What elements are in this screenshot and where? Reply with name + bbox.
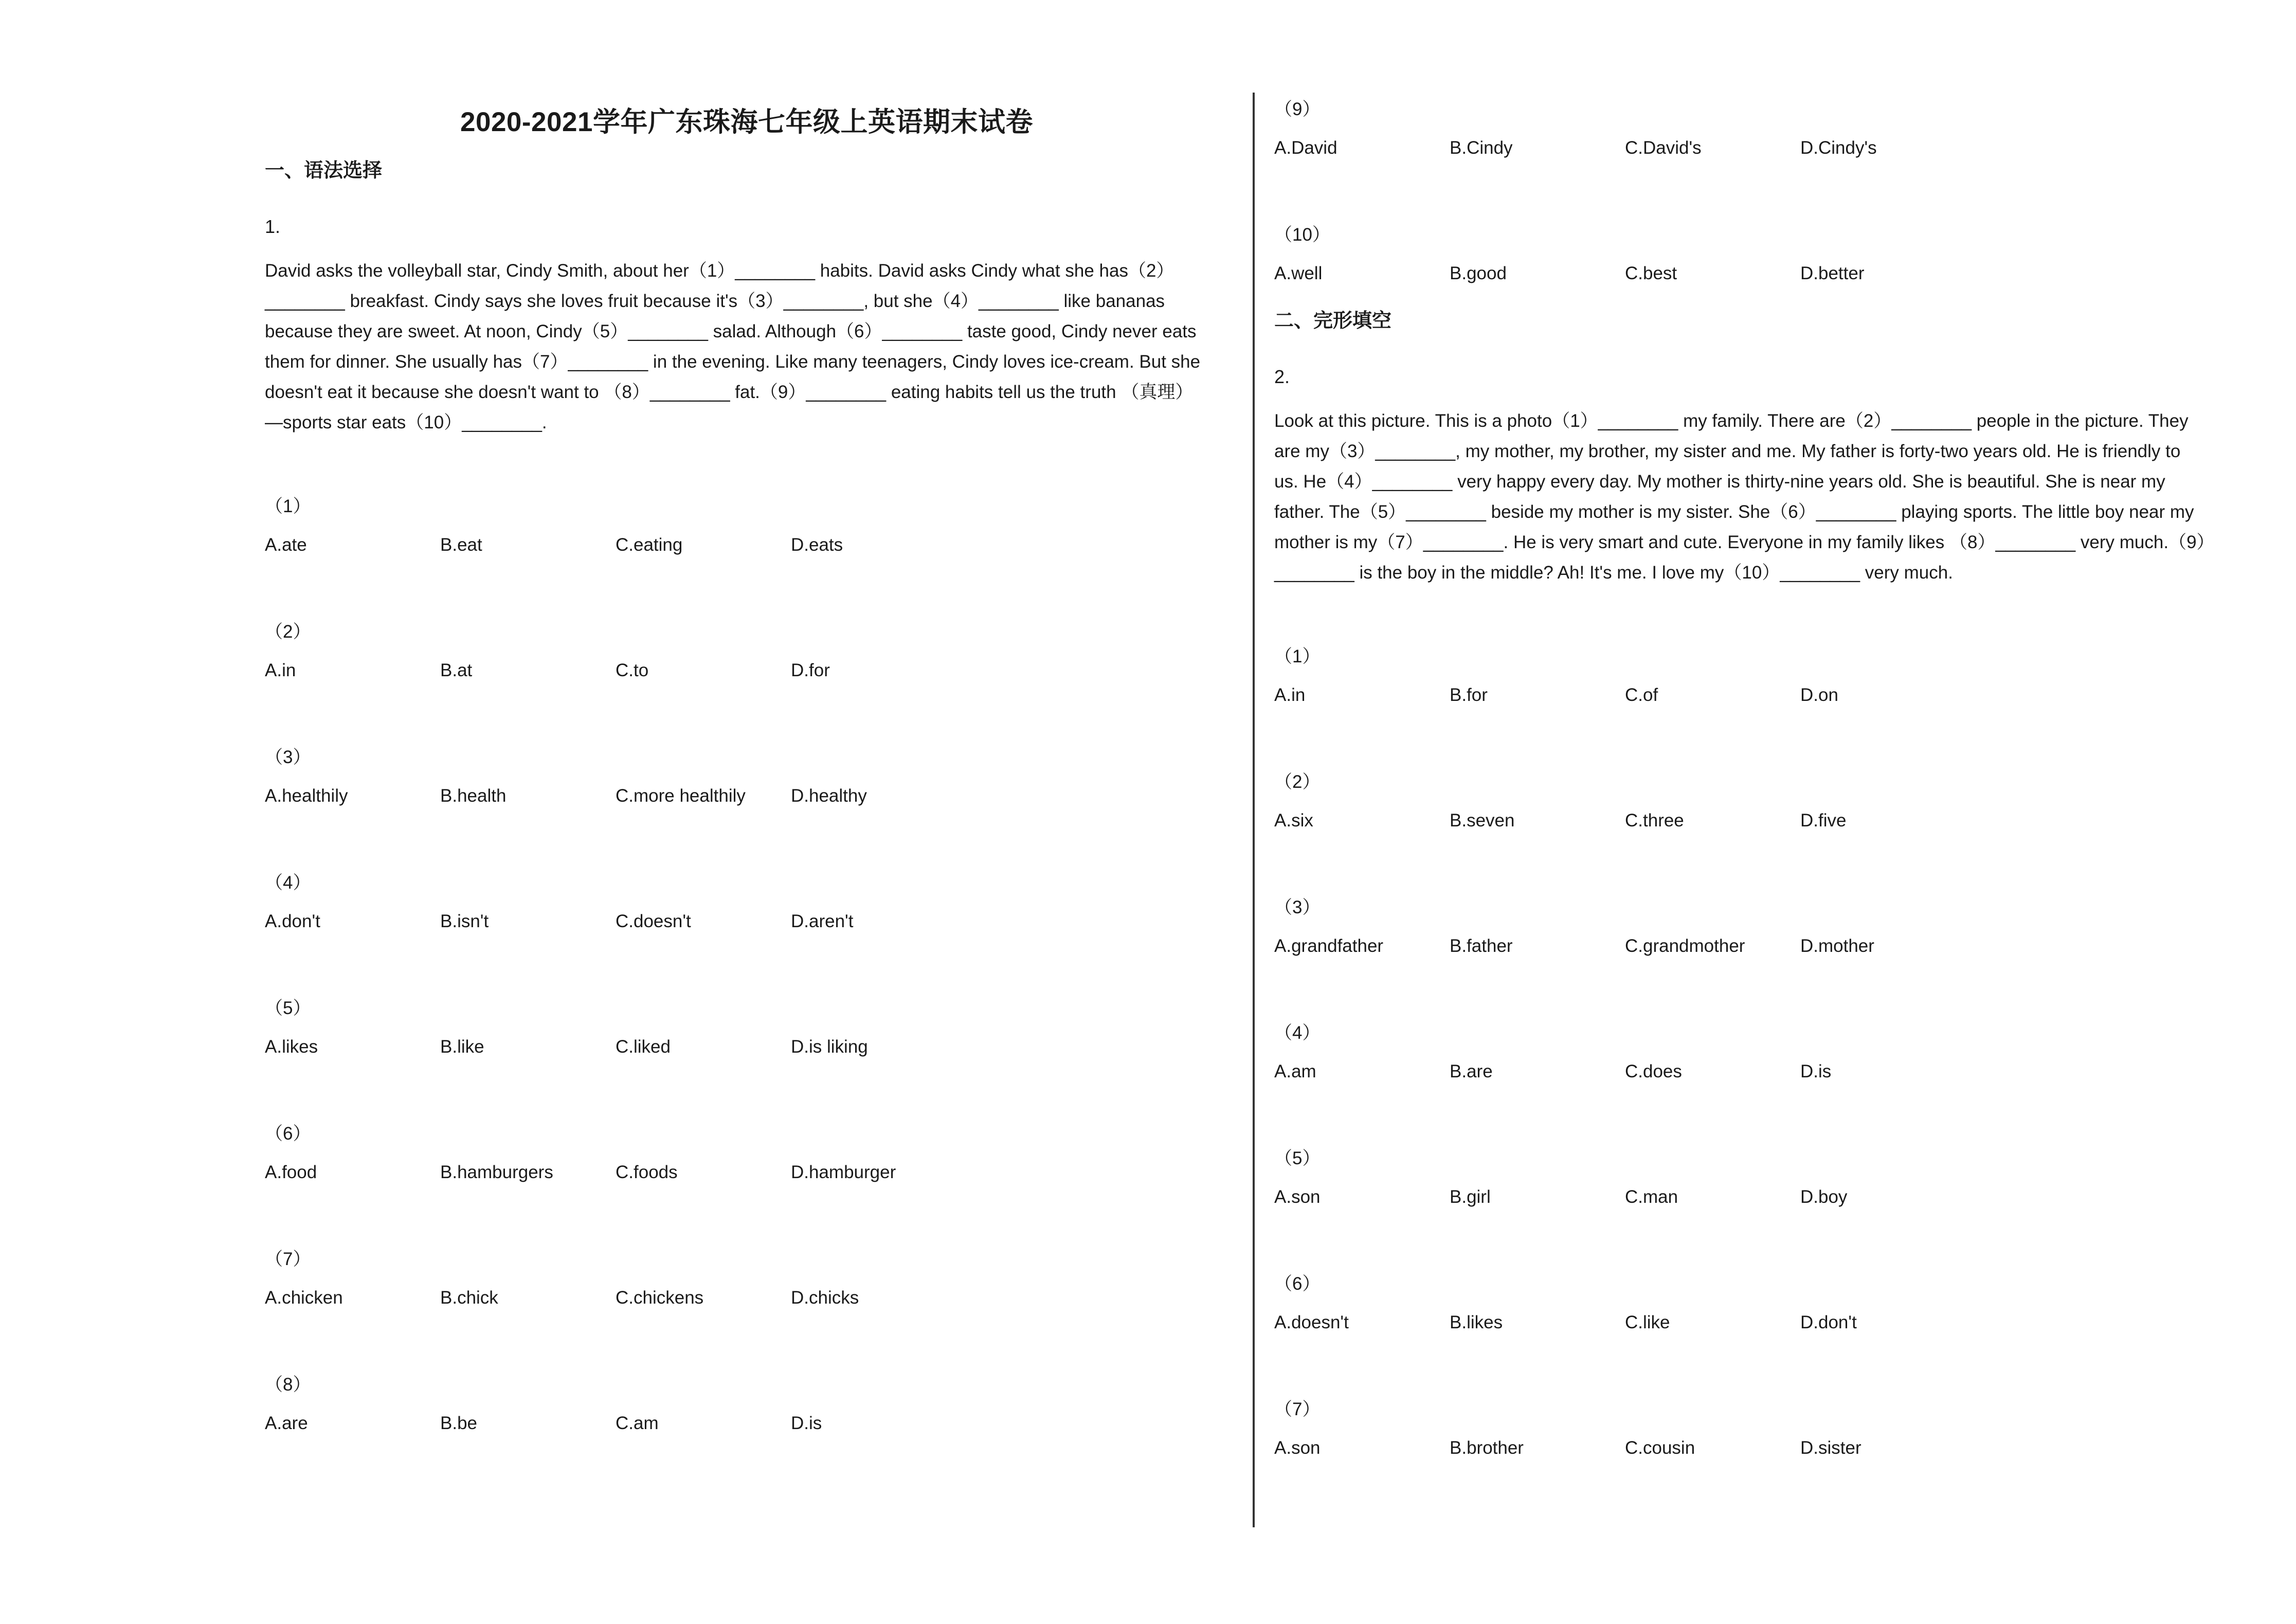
option-b[interactable]: B.be: [440, 1413, 477, 1433]
option-c[interactable]: C.cousin: [1625, 1438, 1695, 1458]
passage-line: doesn't eat it because she doesn't want to （8）________ fat.（9）________ eating habits tell us the truth （真理）: [265, 382, 1194, 402]
option-row: [265, 660, 966, 681]
passage-line: —sports star eats（10）________.: [265, 412, 547, 432]
sub-question-label: （1）: [265, 496, 311, 516]
option-d[interactable]: D.on: [1800, 685, 1838, 705]
sub-question-label: （5）: [1274, 1148, 1321, 1168]
passage: [265, 256, 1247, 438]
sub-question-label: （3）: [1274, 897, 1321, 917]
option-a[interactable]: A.six: [1274, 810, 1313, 831]
option-a[interactable]: A.likes: [265, 1037, 318, 1057]
option-b[interactable]: B.eat: [440, 535, 482, 555]
passage-line: mother is my（7）________. He is very smart and cute. Everyone in my family likes （8）________ very much.（9）: [1274, 532, 2215, 552]
option-row: [1274, 1187, 1976, 1207]
option-row: [1274, 1061, 1976, 1082]
sub-question-label: （5）: [265, 998, 311, 1018]
option-d[interactable]: D.aren't: [791, 911, 854, 931]
option-d[interactable]: D.hamburger: [791, 1162, 896, 1182]
option-row: [1274, 1312, 1976, 1333]
option-row: [1274, 138, 1976, 158]
section-heading-grammar: 一、语法选择: [265, 160, 383, 182]
option-row: [265, 1288, 966, 1308]
option-d[interactable]: D.mother: [1800, 936, 1874, 956]
option-d[interactable]: D.healthy: [791, 786, 867, 806]
option-c[interactable]: C.more healthily: [616, 786, 746, 806]
option-c[interactable]: C.three: [1625, 810, 1684, 831]
option-b[interactable]: B.isn't: [440, 911, 489, 931]
passage-line: them for dinner. She usually has（7）________ in the evening. Like many teenagers, Cindy loves ice-cream. But she: [265, 352, 1201, 372]
option-a[interactable]: A.son: [1274, 1438, 1321, 1458]
option-b[interactable]: B.brother: [1450, 1438, 1524, 1458]
option-b[interactable]: B.likes: [1450, 1312, 1503, 1332]
option-b[interactable]: B.health: [440, 786, 507, 806]
option-c[interactable]: C.foods: [616, 1162, 678, 1182]
option-b[interactable]: B.chick: [440, 1288, 498, 1308]
option-d[interactable]: D.is: [791, 1413, 822, 1433]
option-row: [1274, 263, 1976, 284]
option-d[interactable]: D.chicks: [791, 1288, 859, 1308]
sub-question-label: （7）: [1274, 1399, 1321, 1419]
passage-line: because they are sweet. At noon, Cindy（5）________ salad. Although（6）________ taste good, Cindy never eats: [265, 321, 1197, 341]
sub-question-label: （2）: [1274, 772, 1321, 792]
option-d[interactable]: D.eats: [791, 535, 843, 555]
option-b[interactable]: B.seven: [1450, 810, 1515, 831]
option-a[interactable]: A.grandfather: [1274, 936, 1384, 956]
passage-line: ________ is the boy in the middle? Ah! It's me. I love my（10）________ very much.: [1274, 563, 1953, 583]
option-a[interactable]: A.ate: [265, 535, 307, 555]
option-c[interactable]: C.am: [616, 1413, 659, 1433]
option-c[interactable]: C.does: [1625, 1061, 1682, 1081]
question-number: 2.: [1274, 366, 1290, 387]
option-d[interactable]: D.better: [1800, 263, 1865, 283]
option-a[interactable]: A.in: [1274, 685, 1306, 705]
option-d[interactable]: D.Cindy's: [1800, 138, 1877, 158]
option-a[interactable]: A.David: [1274, 138, 1337, 158]
sub-question-label: （6）: [1274, 1274, 1321, 1294]
option-c[interactable]: C.doesn't: [616, 911, 691, 931]
option-a[interactable]: A.son: [1274, 1187, 1321, 1207]
sub-question-label: （2）: [265, 622, 311, 642]
option-d[interactable]: D.don't: [1800, 1312, 1857, 1332]
option-d[interactable]: D.five: [1800, 810, 1847, 831]
option-c[interactable]: C.of: [1625, 685, 1658, 705]
option-a[interactable]: A.am: [1274, 1061, 1316, 1081]
option-row: [1274, 936, 1976, 957]
option-b[interactable]: B.good: [1450, 263, 1507, 283]
option-c[interactable]: C.chickens: [616, 1288, 704, 1308]
option-b[interactable]: B.Cindy: [1450, 138, 1513, 158]
option-a[interactable]: A.are: [265, 1413, 308, 1433]
passage-line: are my（3）________, my mother, my brother, my sister and me. My father is forty-two years old. He is friendly to: [1274, 441, 2181, 461]
option-row: [1274, 1438, 1976, 1458]
option-a[interactable]: A.doesn't: [1274, 1312, 1349, 1332]
passage-line: us. He（4）________ very happy every day. My mother is thirty-nine years old. She is beautiful. She is near my: [1274, 472, 2165, 492]
option-c[interactable]: C.like: [1625, 1312, 1670, 1332]
page-title: 2020-2021学年广东珠海七年级上英语期末试卷: [460, 107, 1033, 137]
option-a[interactable]: A.well: [1274, 263, 1323, 283]
option-row: [1274, 810, 1976, 831]
option-b[interactable]: B.for: [1450, 685, 1488, 705]
option-row: [265, 535, 966, 555]
section-heading-cloze: 二、完形填空: [1274, 310, 1392, 332]
option-b[interactable]: B.girl: [1450, 1187, 1491, 1207]
sub-question-label: （9）: [1274, 99, 1321, 119]
option-d[interactable]: D.is: [1800, 1061, 1832, 1081]
option-b[interactable]: B.hamburgers: [440, 1162, 553, 1182]
option-b[interactable]: B.father: [1450, 936, 1513, 956]
sub-question-label: （4）: [265, 873, 311, 893]
passage-line: Look at this picture. This is a photo（1）________ my family. There are（2）________ people in the picture. They: [1274, 411, 2189, 431]
option-d[interactable]: D.is liking: [791, 1037, 868, 1057]
sub-question-label: （8）: [265, 1375, 311, 1395]
option-row: [265, 786, 966, 806]
option-row: [265, 911, 966, 932]
option-c[interactable]: C.grandmother: [1625, 936, 1745, 956]
sub-question-label: （3）: [265, 747, 311, 767]
option-row: [265, 1037, 966, 1057]
sub-question-label: （6）: [265, 1124, 311, 1144]
column-divider: [1253, 93, 1255, 1527]
sub-question-label: （7）: [265, 1249, 311, 1269]
option-d[interactable]: D.boy: [1800, 1187, 1848, 1207]
sub-question-label: （10）: [1274, 225, 1330, 245]
option-a[interactable]: A.healthily: [265, 786, 348, 806]
sub-question-label: （4）: [1274, 1023, 1321, 1043]
option-d[interactable]: D.sister: [1800, 1438, 1861, 1458]
option-c[interactable]: C.David's: [1625, 138, 1702, 158]
option-row: [265, 1413, 966, 1434]
option-row: [1274, 685, 1976, 706]
option-c[interactable]: C.to: [616, 660, 649, 680]
passage-line: David asks the volleyball star, Cindy Smith, about her（1）________ habits. David asks Cindy what she has（2）: [265, 261, 1174, 281]
option-c[interactable]: C.liked: [616, 1037, 671, 1057]
option-a[interactable]: A.chicken: [265, 1288, 343, 1308]
sub-question-label: （1）: [1274, 646, 1321, 666]
option-a[interactable]: A.don't: [265, 911, 320, 931]
passage: [1274, 406, 2256, 588]
option-d[interactable]: D.for: [791, 660, 830, 680]
question-number: 1.: [265, 216, 281, 237]
option-a[interactable]: A.food: [265, 1162, 317, 1182]
option-b[interactable]: B.are: [1450, 1061, 1493, 1081]
option-c[interactable]: C.eating: [616, 535, 683, 555]
option-row: [265, 1162, 966, 1183]
option-c[interactable]: C.best: [1625, 263, 1677, 283]
option-c[interactable]: C.man: [1625, 1187, 1678, 1207]
passage-line: father. The（5）________ beside my mother is my sister. She（6）________ playing sports. The little boy near my: [1274, 502, 2194, 522]
option-b[interactable]: B.like: [440, 1037, 484, 1057]
option-b[interactable]: B.at: [440, 660, 473, 680]
option-a[interactable]: A.in: [265, 660, 296, 680]
passage-line: ________ breakfast. Cindy says she loves fruit because it's（3）________, but she（4）________ like bananas: [265, 291, 1165, 311]
